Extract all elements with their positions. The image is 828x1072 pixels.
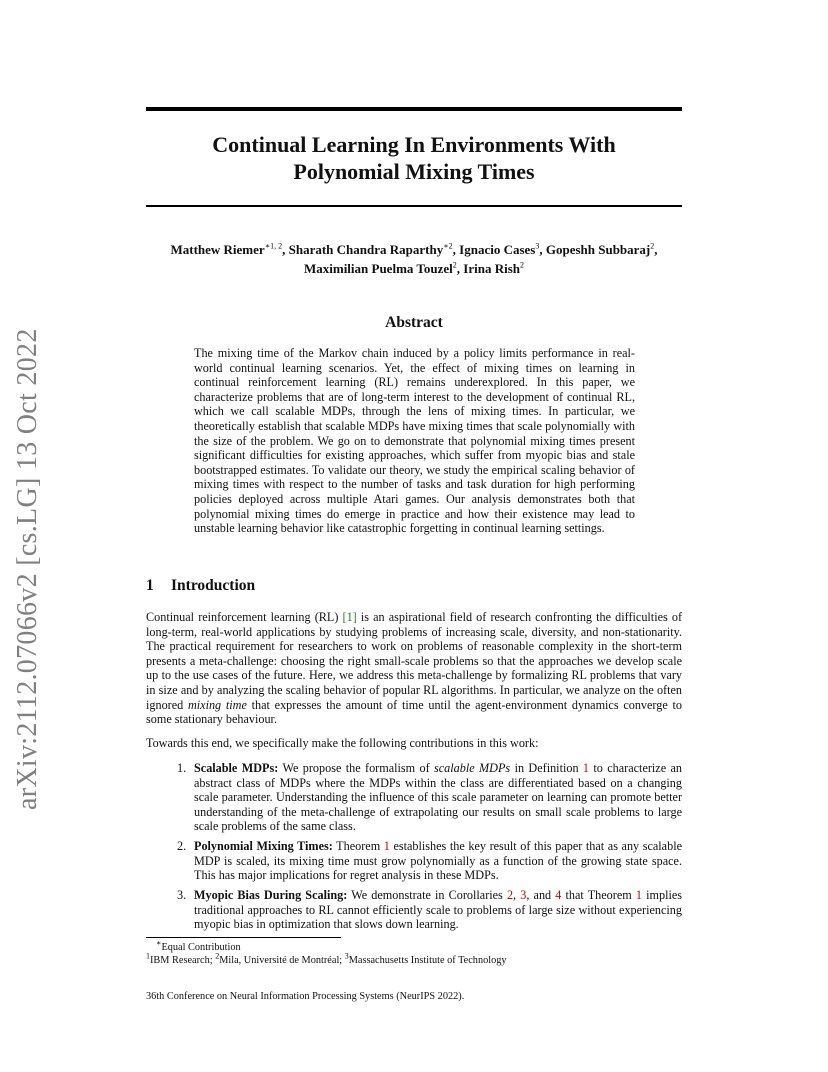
title-line-1: Continual Learning In Environments With bbox=[212, 132, 616, 157]
contribution-text: , bbox=[513, 888, 521, 902]
contribution-label: Scalable MDPs: bbox=[194, 761, 279, 775]
emphasis-mixing-time: mixing time bbox=[187, 697, 247, 712]
contribution-label: Polynomial Mixing Times: bbox=[194, 839, 333, 853]
contribution-text: Theorem bbox=[332, 839, 384, 853]
footnote-text: Massachusetts Institute of Technology bbox=[348, 955, 507, 966]
contribution-text: establishes the key result of this paper that as any scalable MDP is scaled, its mixing time must grow polynomially as a function of the growing state space. This has major implications for regret analysis in these MDPs. bbox=[194, 839, 682, 883]
arxiv-identifier: arXiv:2112.07066v2 [cs.LG] 13 Oct 2022 bbox=[12, 328, 43, 810]
footnote-text: Equal Contribution bbox=[161, 942, 241, 953]
author-affiliation: ∗2 bbox=[443, 241, 453, 251]
section-number: 1 bbox=[146, 577, 154, 594]
contribution-text: that Theorem bbox=[561, 888, 636, 902]
author-affiliation: 2 bbox=[650, 241, 655, 251]
title-rule-bottom bbox=[146, 205, 682, 207]
intro-text: that expresses the amount of time until the agent-environment dynamics converge to some stationary behaviour. bbox=[146, 697, 683, 727]
list-number: 3. bbox=[177, 888, 187, 902]
contribution-item-3 bbox=[177, 888, 682, 932]
contribution-label: Myopic Bias During Scaling: bbox=[194, 888, 348, 902]
contribution-text: implies traditional approaches to RL cannot efficiently scale to problems of large size without experiencing myopic bias in optimization that slows down learning. bbox=[194, 888, 682, 932]
theorem-ref-link[interactable]: 1 bbox=[383, 839, 390, 853]
footnote-text: Mila, Université de Montréal; bbox=[219, 955, 345, 966]
author-separator: , bbox=[456, 261, 464, 276]
section-title: Introduction bbox=[171, 577, 256, 594]
footnote-text: IBM Research; bbox=[150, 955, 216, 966]
abstract-body: The mixing time of the Markov chain induced by a policy limits performance in real-world continual learning scenarios. Yet, the effect of mixing times on learning in continual reinforcement learning (RL) remains underexplored. In this paper, we characterize problems that are of long-term interest to the development of continual RL, which we call scalable MDPs, through the lens of mixing times. In particular, we theoretically establish that scalable MDPs have mixing times that scale polynomially with the size of the problem. We go on to demonstrate that polynomial mixing times present significant difficulties for existing approaches, which suffer from myopic bias and stale bootstrapped estimates. To validate our theory, we study the empirical scaling behavior of mixing times with respect to the number of tasks and task duration for high performing policies deployed across multiple Atari games. Our analysis demonstrates both that polynomial mixing times do emerge in practice and how their existence may lead to unstable learning behavior like catastrophic forgetting in continual learning settings. bbox=[194, 346, 635, 536]
author-affiliation: 2 bbox=[520, 260, 524, 270]
list-number: 1. bbox=[177, 761, 187, 775]
citation-link[interactable]: [1] bbox=[342, 610, 357, 624]
footnote-mark: 3 bbox=[344, 951, 349, 961]
definition-ref-link[interactable]: 1 bbox=[582, 761, 590, 775]
paper-title bbox=[146, 131, 682, 185]
intro-text: is an aspirational field of research confronting the difficulties of long-term, real-world applications by studying problems of increasing scale, diversity, and non-stationarity. The practical requirement for researchers to work on problems of reasonable complexity in the short-term presents a meta-challenge: choosing the right small-scale problems so that the approaches we develop scale up to the use cases of the future. Here, we address this meta-challenge by formalizing RL problems that vary in size and by analyzing the scaling behavior of popular RL algorithms. In particular, we analyze on the often ignored bbox=[146, 610, 682, 712]
corollary-ref-link[interactable]: 2 bbox=[506, 888, 514, 902]
contribution-text: We demonstrate in Corollaries bbox=[347, 888, 507, 902]
intro-paragraph-2: Towards this end, we specifically make the following contributions in this work: bbox=[146, 736, 539, 750]
footnote-mark: 2 bbox=[215, 951, 220, 961]
author-name: Irina Rish bbox=[463, 261, 520, 276]
author-affiliation: 2 bbox=[452, 260, 457, 270]
contribution-text: , and bbox=[526, 888, 556, 902]
corollary-ref-link[interactable]: 4 bbox=[555, 888, 562, 902]
contribution-text: to characterize an abstract class of MDPs where the MDPs within the class are differentiated based on a changing scale parameter. Understanding the influence of this scale parameter on learning can promote better understanding of the meta-challenge of extrapolating our results on small scale problems to large scale problems of the same class. bbox=[194, 761, 683, 834]
corollary-ref-link[interactable]: 3 bbox=[520, 888, 527, 902]
author-name: Ignacio Cases bbox=[459, 242, 536, 257]
theorem-ref-link[interactable]: 1 bbox=[635, 888, 642, 902]
title-line-2: Polynomial Mixing Times bbox=[293, 159, 535, 184]
author-separator: , bbox=[452, 242, 460, 257]
author-affiliation: ∗1, 2 bbox=[264, 241, 283, 251]
author-name: Sharath Chandra Raparthy bbox=[288, 242, 444, 257]
list-number: 2. bbox=[177, 839, 187, 853]
footnote-equal-contribution bbox=[146, 938, 241, 954]
intro-text: Continual reinforcement learning (RL) bbox=[146, 610, 343, 624]
contribution-item-2 bbox=[177, 839, 682, 883]
intro-paragraph-1 bbox=[146, 610, 682, 727]
emphasis-scalable-mdps: scalable MDPs bbox=[434, 761, 511, 775]
abstract-heading: Abstract bbox=[385, 314, 443, 331]
author-list bbox=[146, 240, 682, 278]
author-affiliation: 3 bbox=[535, 241, 540, 251]
footnote-mark: 1 bbox=[146, 951, 150, 961]
author-separator: , bbox=[539, 242, 546, 257]
author-separator: , bbox=[282, 242, 289, 257]
author-name: Maximilian Puelma Touzel bbox=[303, 261, 453, 276]
author-name: Matthew Riemer bbox=[170, 242, 265, 257]
footnote-mark: ∗ bbox=[156, 938, 162, 948]
conference-notice: 36th Conference on Neural Information Processing Systems (NeurIPS 2022). bbox=[146, 991, 465, 1002]
author-separator: , bbox=[654, 242, 658, 257]
author-name: Gopeshh Subbaraj bbox=[545, 242, 651, 257]
contribution-text: We propose the formalism of bbox=[278, 761, 435, 775]
footnote-affiliations bbox=[146, 951, 507, 967]
title-rule-top bbox=[146, 107, 682, 111]
section-heading-introduction bbox=[146, 577, 255, 595]
footnote-rule bbox=[146, 937, 341, 938]
contribution-item-1 bbox=[177, 761, 683, 834]
contribution-text: in Definition bbox=[510, 761, 583, 775]
